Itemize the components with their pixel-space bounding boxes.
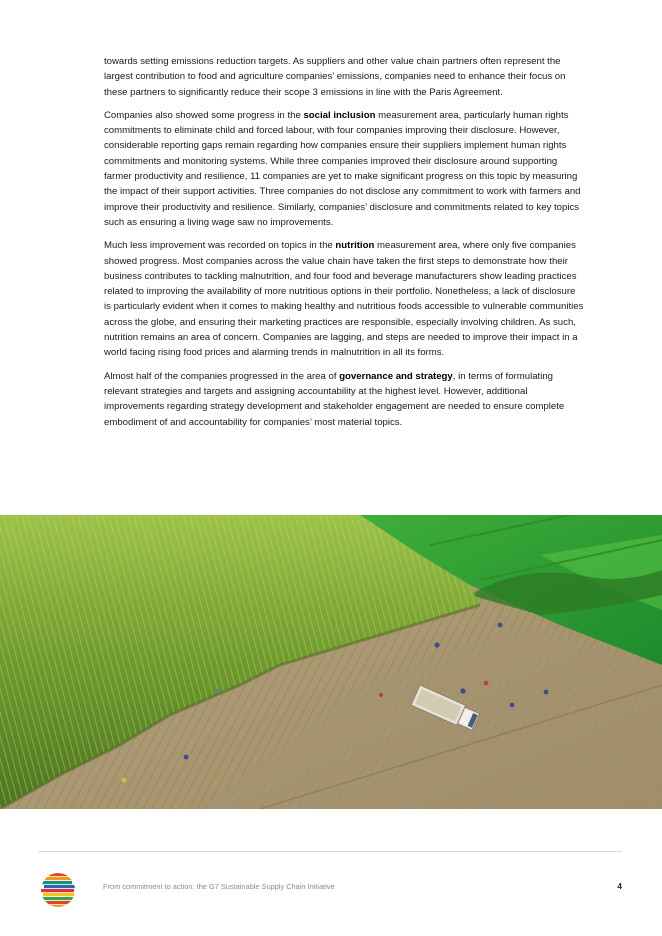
text-run: measurement area, particularly human rights commitments to eliminate child and forced labour, with four companies improving their disclosure. However, considerable reporting gaps remain regarding how companies ensure their suppliers implement human rights commitments and monitoring systems. While three companies improved their disclosure around supporting farmer productivity and resilience, 11 companies are yet to make significant progress on this topic by measuring the impact of their support activities. Three companies do not disclose any commitment to work with farmers and improve their productivity and resilience. Similarly, companies’ disclosure and commitments related to key topics such as ensuring a living wage saw no improvements.	[104, 109, 581, 228]
text-run: , in terms of formulating relevant strategies and targets and assigning accountability at the highest level. However, additional improvements regarding strategy development and stakeholder engagement are needed to ensure complete embodiment of and accountability for companies’ most material topics.	[104, 370, 565, 428]
logo-stripe	[45, 905, 77, 908]
paragraph	[104, 238, 584, 360]
sugarcane-field-photo	[0, 515, 662, 809]
text-run: measurement area, where only five companies showed progress. Most companies across the value chain have taken the first steps to demonstrate how their business contributes to tackling malnutrition, and four food and beverage manufacturers show leading practices related to improving the availability of more nutritious options in their portfolio. Nonetheless, a lack of disclosure is particularly evident when it comes to making healthy and nutritious foods accessible to vulnerable communities across the globe, and ensuring their marketing practices are responsible, especially involving children. As such, nutrition remains an area of concern. Companies are lagging, and steps are needed to improve their impact in a world facing rising food prices and alarming trends in malnutrition in all its forms.	[104, 240, 584, 359]
logo-stripe	[43, 893, 77, 896]
text-run: towards setting emissions reduction targets. As suppliers and other value chain partners often represent the largest contribution to food and agriculture companies’ emissions, companies need to enhance their focus on these partners to significantly reduce their scope 3 emissions in line with the Paris Agreement.	[104, 56, 566, 98]
bold-term: governance and strategy	[339, 370, 453, 382]
bold-term: social inclusion	[303, 109, 376, 121]
logo-stripe	[44, 885, 77, 888]
logo-stripe	[39, 889, 74, 892]
paragraph	[104, 54, 584, 100]
bold-term: nutrition	[335, 240, 375, 252]
logo-stripe	[39, 881, 72, 884]
logo-stripe	[45, 877, 77, 880]
text-run: Almost half of the companies progressed in the area of	[104, 370, 340, 382]
footer-divider	[38, 851, 622, 852]
footer-title: From commitment to action: the G7 Sustainable Supply Chain Initiative	[103, 882, 335, 891]
page-number: 4	[617, 881, 622, 891]
body-text	[104, 54, 584, 438]
paragraph	[104, 108, 584, 230]
logo-stripe	[39, 897, 75, 900]
paragraph	[104, 369, 584, 430]
text-run: Much less improvement was recorded on topics in the	[104, 240, 336, 252]
initiative-logo-icon	[39, 871, 77, 909]
text-run: Companies also showed some progress in the	[104, 109, 304, 121]
logo-stripe	[41, 873, 77, 876]
logo-stripe	[41, 901, 77, 904]
